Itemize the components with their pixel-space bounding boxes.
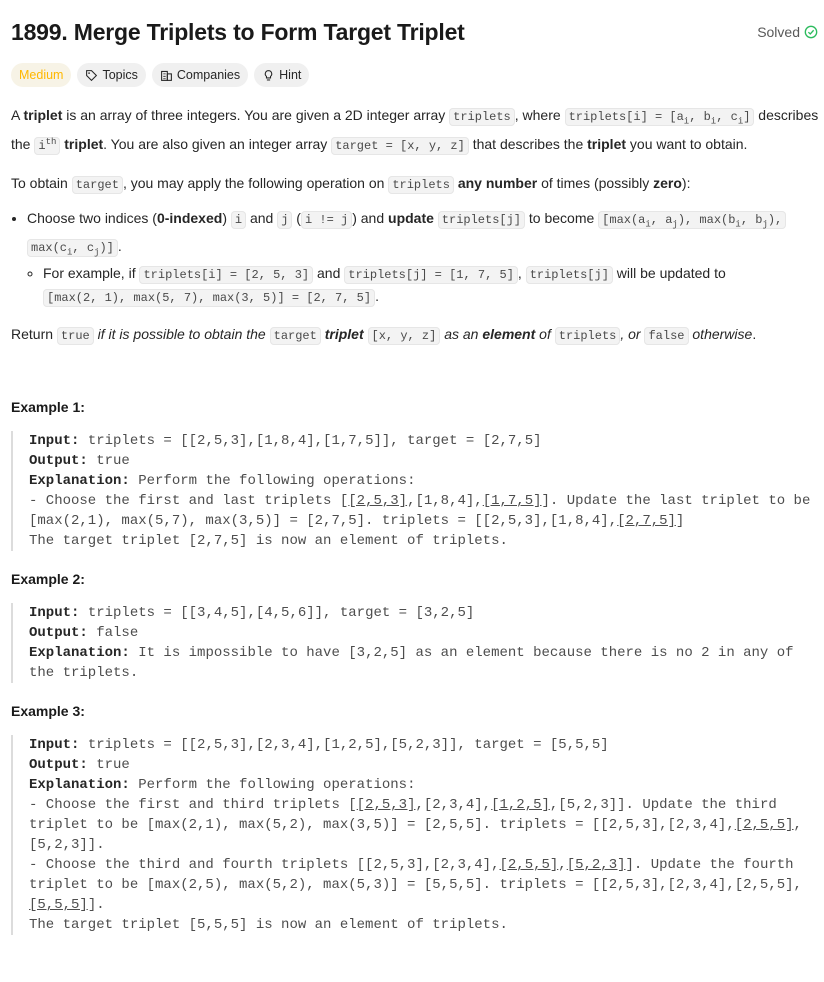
example-2-block: Input: triplets = [[3,4,5],[4,5,6]], target = [3,2,5] Output: false Explanation: It is impossible to have [3,2,5] as an element because there is no 2 in any of the triplets. [11, 603, 824, 683]
operation-paragraph: To obtain target , you may apply the following operation on triplets any number of times (possibly zero): [11, 175, 691, 193]
hint-button[interactable] [254, 63, 309, 87]
list-item: • Choose two indices (0-indexed) i and j ( i != j ) and update triplets[j] to become [$\max(a_i$, $a_j$), $\max(b_i$, $b_j$), $\max(c_i$, $c_j$)] . ◦ For example, if triplets[i] = [2, 5, 3] and triplets[j] = [1, 7, 5] , triplets[j] will be updated to [max(2, 1), max(5, 7), max(3, 5)] = [2, 7, 5] . [27, 208, 824, 309]
return-paragraph: Return true if it is possible to obtain the target triplet [x, y, z] as an element of triplets , or false otherwise. [11, 326, 757, 344]
solved-label: Solved [757, 24, 800, 40]
check-circle-icon [804, 25, 818, 39]
problem-title[interactable]: 1899. Merge Triplets to Form Target Triplet [11, 18, 465, 45]
example-2-heading: Example 2: [11, 571, 85, 588]
example-3-block: Input: triplets = [[2,5,3],[2,3,4],[1,2,5],[5,2,3]], target = [5,5,5] Output: true Explanation: Perform the following operations: - Choose the first and third triplets [[2,5,3],[2,3,4],[1,2,5],[5,2,3]]. Update the third triplet to be [max(2,1), max(5,2), max(3,5)] = [2,5,5]. triplets = [[2,5,3],[2,3,4],[2,5,5], [5,2,3]]. - Choose the third and fourth triplets [[2,5,3],[2,3,4],[2,5,5],[5,2,3]]. Update the fourth triplet to be [max(2,5), max(5,2), max(5,3)] = [5,5,5]. triplets = [[2,5,3],[2,3,4],[2,5,5], [5,5,5]]. The target triplet [5,5,5] is now an element of triplets. [11, 735, 824, 935]
example-1-heading: Example 1: [11, 399, 85, 416]
topics-button[interactable] [77, 63, 145, 87]
description-paragraph: A triplet is an array of three integers. You are given a 2D integer array triplets , where triplets[i] = [$a_i$, $b_i$, $c_i$] describes the $i^{th}$ triplet. You are also given an integer array target = [x, y, z] that describes the triplet you want to obtain. [11, 107, 819, 154]
example-1-block: Input: triplets = [[2,5,3],[1,8,4],[1,7,5]], target = [2,7,5] Output: true Explanation: Perform the following operations: - Choose the first and last triplets [[2,5,3],[1,8,4],[1,7,5]]. Update the last triplet to be [max(2,1), max(5,7), max(3,5)] = [2,7,5]. triplets = [[2,5,3],[1,8,4],[2,7,5]] The target triplet [2,7,5] is now an element of triplets. [11, 431, 824, 551]
title-row [11, 16, 824, 48]
operation-list [11, 208, 824, 309]
tag-bar [11, 63, 824, 87]
hint-label: Hint [279, 68, 302, 82]
building-icon [160, 69, 173, 82]
companies-button[interactable] [152, 63, 248, 87]
lightbulb-icon [262, 69, 275, 82]
solved-status [757, 24, 818, 40]
difficulty-badge: Medium [11, 63, 71, 87]
topics-label: Topics [102, 68, 138, 82]
tag-icon [85, 69, 98, 82]
companies-label: Companies [176, 68, 241, 82]
problem-description [11, 105, 824, 347]
list-item: ◦ For example, if triplets[i] = [2, 5, 3] and triplets[j] = [1, 7, 5] , triplets[j] will be updated to [max(2, 1), max(5, 7), max(3, 5)] = [2, 7, 5] . [43, 263, 824, 309]
problem-panel [0, 16, 824, 935]
example-3-heading: Example 3: [11, 703, 85, 720]
